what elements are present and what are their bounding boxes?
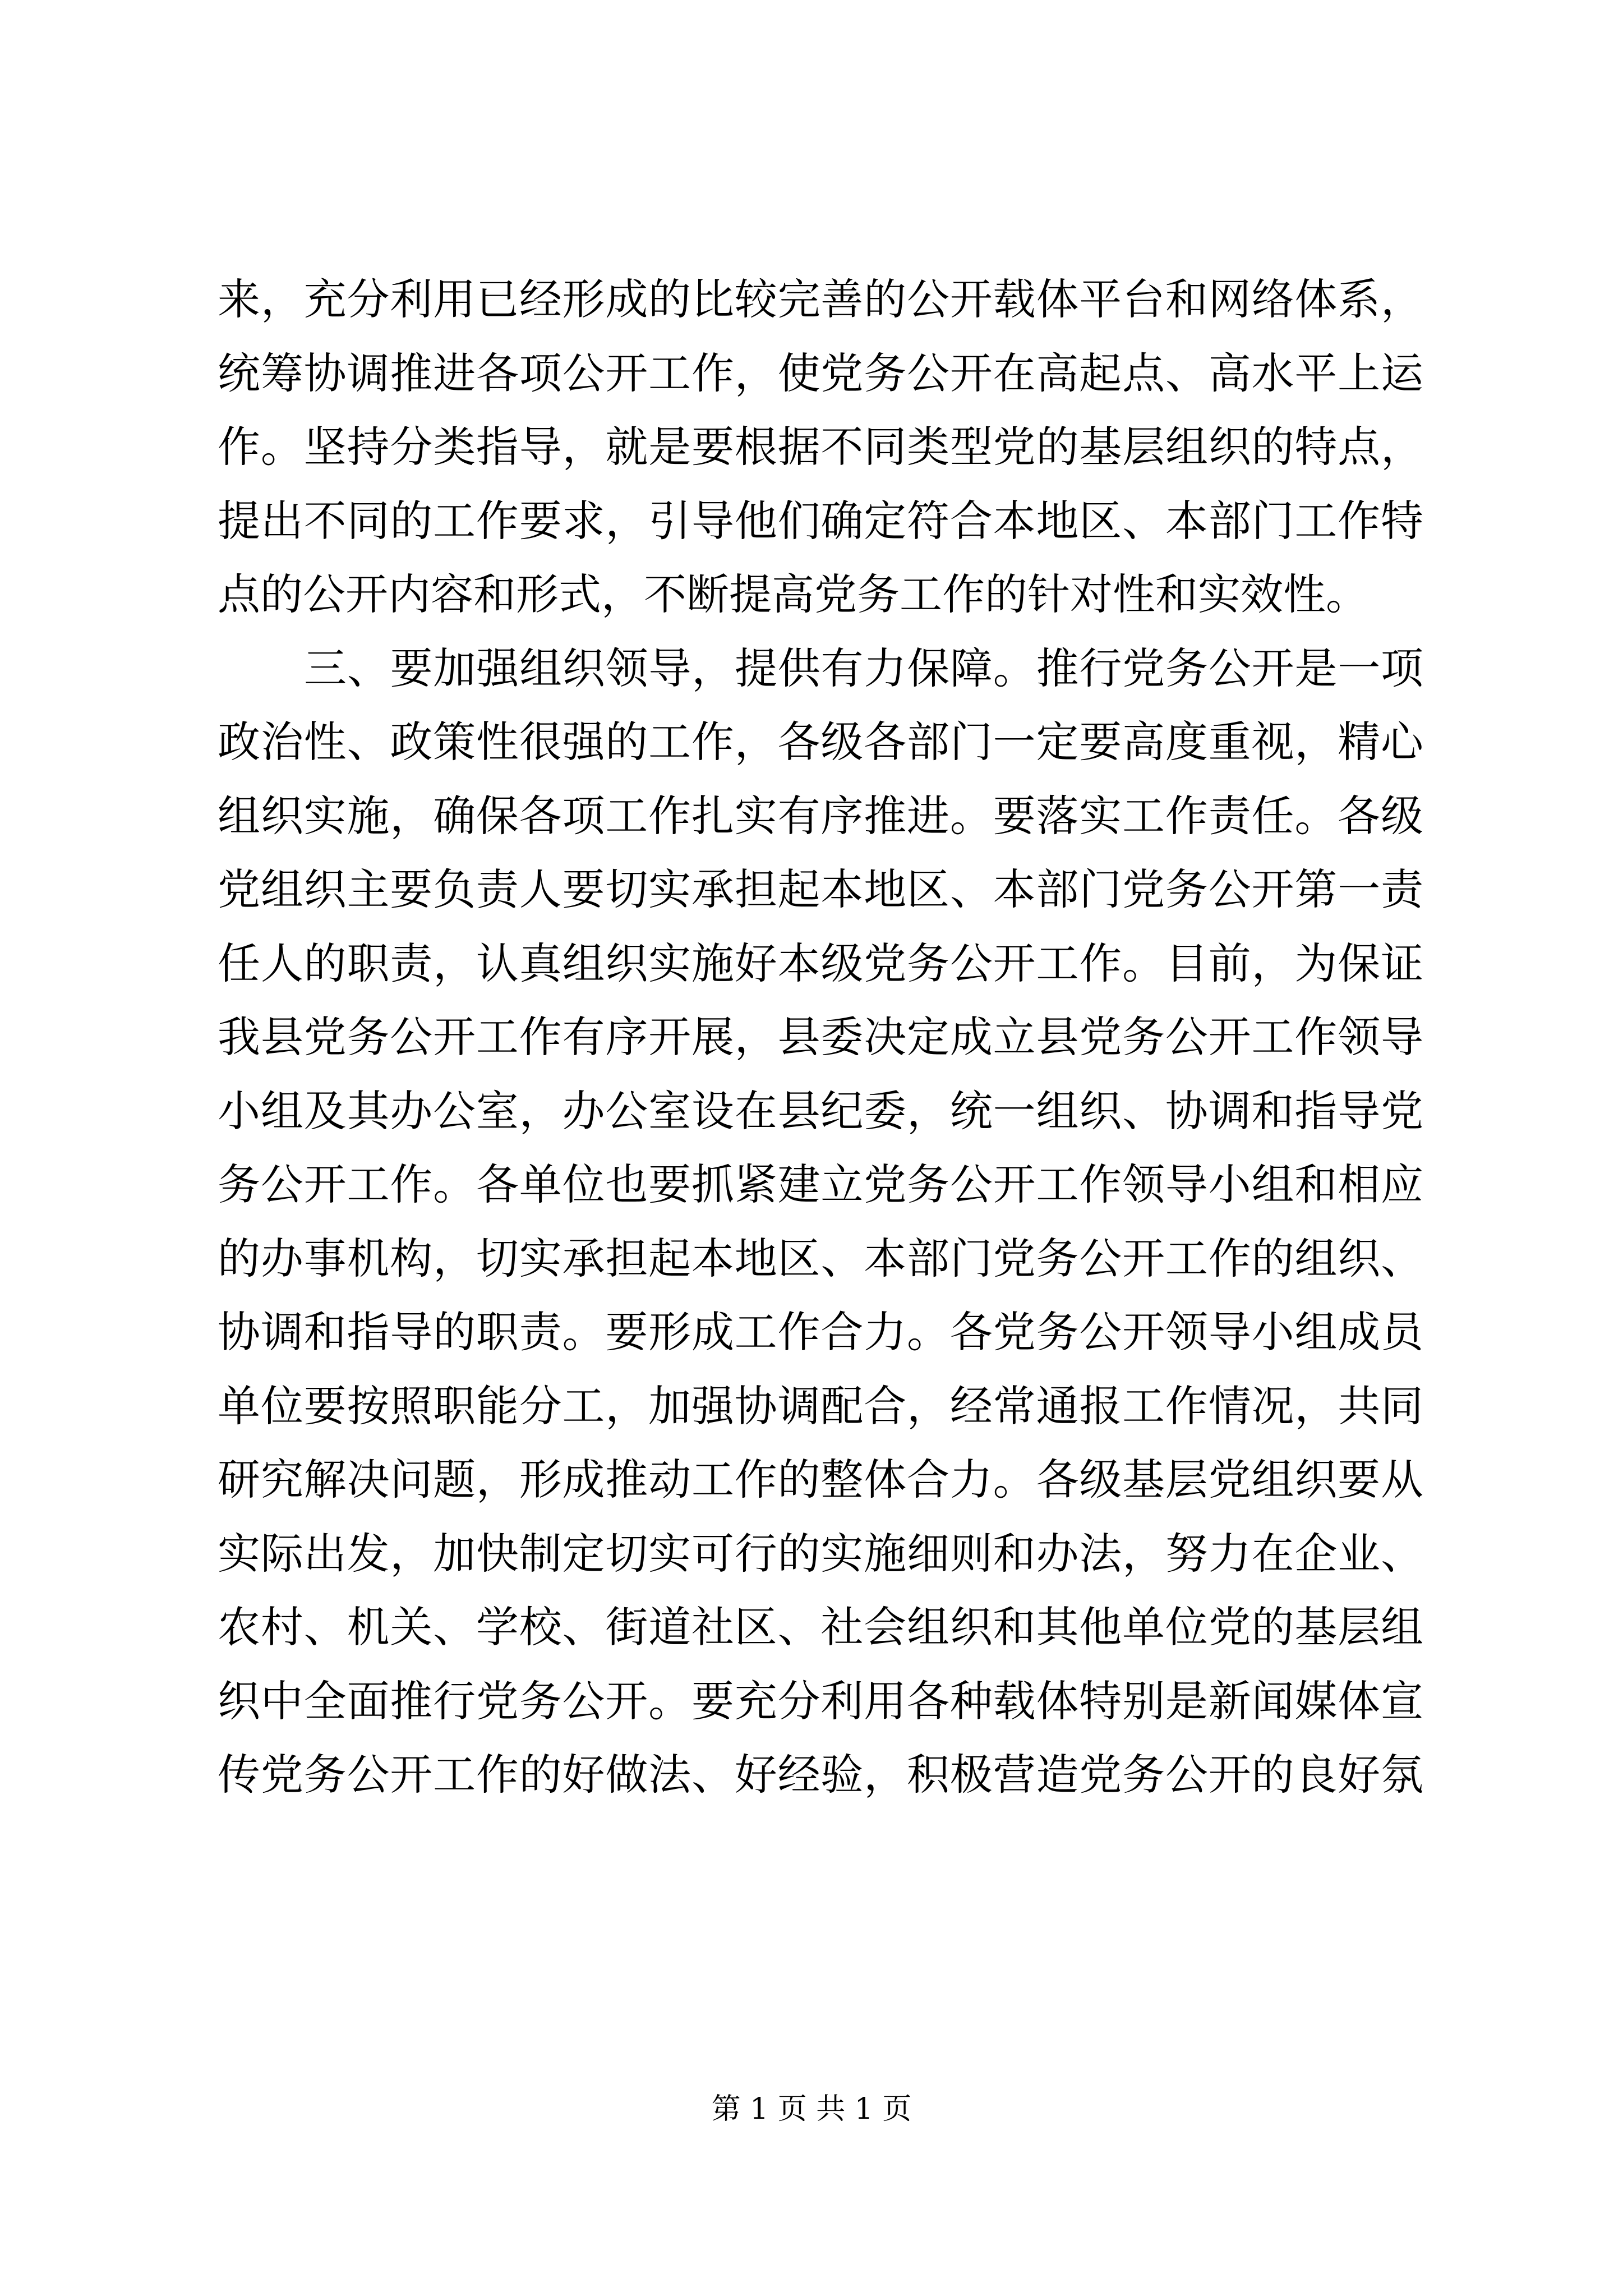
text-line: 政治性、政策性很强的工作，各级各部门一定要高度重视，精心 [218,717,1423,767]
text-line: 提出不同的工作要求，引导他们确定符合本地区、本部门工作特 [218,495,1423,546]
paragraph-heading-line: 三、要加强组织领导，提供有力保障。推行党务公开是一项 [304,643,1423,693]
text-line: 实际出发，加快制定切实可行的实施细则和办法，努力在企业、 [218,1528,1423,1579]
text-line: 的办事机构，切实承担起本地区、本部门党务公开工作的组织、 [218,1233,1423,1283]
text-line: 农村、机关、学校、街道社区、社会组织和其他单位党的基层组 [218,1602,1423,1652]
text-line: 我县党务公开工作有序开展，县委决定成立县党务公开工作领导 [218,1012,1423,1062]
text-line: 来，充分利用已经形成的比较完善的公开载体平台和网络体系， [218,274,1423,324]
text-line: 统筹协调推进各项公开工作，使党务公开在高起点、高水平上运 [218,348,1423,398]
document-body [218,263,1423,1812]
text-line: 务公开工作。各单位也要抓紧建立党务公开工作领导小组和相应 [218,1159,1423,1209]
page-number-footer: 第 1 页 共 1 页 [711,2092,912,2126]
text-line: 单位要按照职能分工，加强协调配合，经常通报工作情况，共同 [218,1381,1423,1431]
text-line: 组织实施，确保各项工作扎实有序推进。要落实工作责任。各级 [218,790,1423,841]
text-line: 小组及其办公室，办公室设在县纪委，统一组织、协调和指导党 [218,1085,1423,1136]
text-line: 织中全面推行党务公开。要充分利用各种载体特别是新闻媒体宣 [218,1676,1423,1726]
text-line: 任人的职责，认真组织实施好本级党务公开工作。目前，为保证 [218,938,1423,988]
text-line: 研究解决问题，形成推动工作的整体合力。各级基层党组织要从 [218,1455,1423,1504]
text-line: 传党务公开工作的好做法、好经验，积极营造党务公开的良好氛 [218,1750,1423,1800]
text-line: 党组织主要负责人要切实承担起本地区、本部门党务公开第一责 [218,864,1423,914]
text-line: 点的公开内容和形式，不断提高党务工作的针对性和实效性。 [218,569,1368,619]
text-line: 作。坚持分类指导，就是要根据不同类型党的基层组织的特点， [218,422,1423,472]
text-line: 协调和指导的职责。要形成工作合力。各党务公开领导小组成员 [218,1307,1423,1357]
